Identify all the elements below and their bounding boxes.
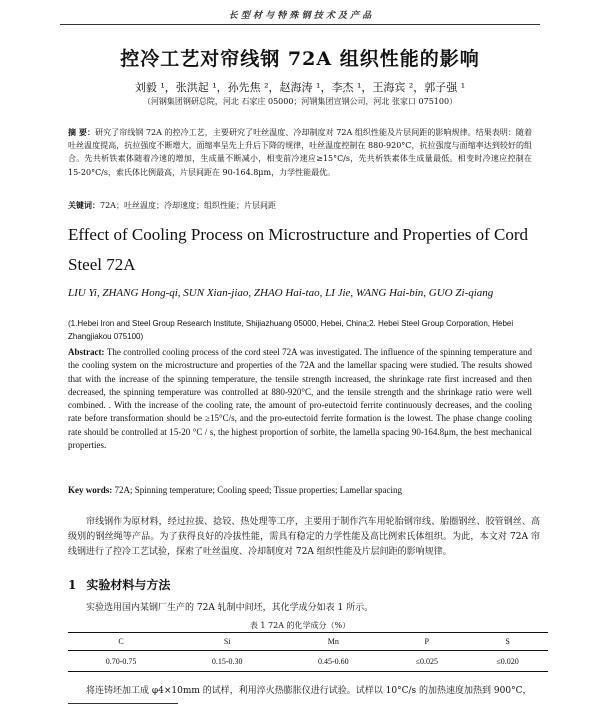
keywords-zh-label: 关键词： (68, 200, 100, 210)
affiliation-zh: （河钢集团钢研总院，河北 石家庄 05000；河钢集团宣钢公司，河北 张家口 075100） (142, 97, 458, 106)
section-heading (68, 576, 180, 593)
header-rule (60, 24, 540, 25)
table-cell: ≤0.025 (386, 651, 467, 672)
keywords-en (68, 484, 532, 497)
table-header-cell: P (386, 633, 467, 651)
section-number: 1 (68, 578, 77, 592)
running-head: 长 型 材 与 特 殊 钢 技 术 及 产 品 (228, 11, 372, 21)
keywords-zh (68, 199, 532, 212)
keywords-en-label: Key words: (68, 485, 113, 495)
authors-zh: 刘毅 ¹，张洪起 ¹，孙先焦 ²，赵海涛 ¹，李杰 ¹，王海宾 ²，郭子强 ¹ (134, 81, 466, 94)
section-title: 实验材料与方法 (86, 578, 171, 592)
affiliation-en: (1.Hebei Iron and Steel Group Research Institute, Shijiazhuang 05000, Hebei, China;2. Hebei Steel Group Corporation, Hebei Zhangjiakou 075100) (68, 319, 514, 341)
table-header-cell: C (68, 633, 174, 651)
footnote-rule (68, 703, 178, 704)
abstract-en (68, 346, 532, 452)
composition-table (68, 632, 548, 672)
page-title-zh: 控冷工艺对帘线钢 72A 组织性能的影响 (120, 48, 480, 70)
abstract-zh-text: 研究了帘线钢 72A 的控冷工艺，主要研究了吐丝温度、冷却制度对 72A 组织性能及片层间距的影响规律。结果表明：随着吐丝温度提高，抗拉强度不断增大，面缩率呈先上升后下降的规律，吐丝温度控制在 880-920°C，抗拉强度与面缩率达到较好的组合。先共析铁素体随着冷速的增加，生成量不断减小，相变前冷速应≥15°C/s，先共析铁素体生成量最低。相变时冷速应控制在 15-20°C/s，索氏体比例最高，片层间距在 90-164.8μm，力学性能最优。 (68, 128, 532, 177)
abstract-zh (68, 126, 532, 179)
table-caption: 表 1 72A 的化学成分（%） (249, 621, 351, 630)
table-cell: ≤0.020 (467, 651, 548, 672)
keywords-en-text: 72A; Spinning temperature; Cooling speed; Tissue properties; Lamellar spacing (112, 485, 402, 495)
table-cell: 0.45-0.60 (280, 651, 386, 672)
table-header-cell: Mn (280, 633, 386, 651)
abstract-zh-label: 摘 要： (68, 127, 96, 137)
table-cell: 0.70-0.75 (68, 651, 174, 672)
abstract-en-text: The controlled cooling process of the cord steel 72A was investigated. The influence of the spinning temperature and the cooling system on the microstructure and properties of the 72A and the lamellar spacing were studied. The results showed that with the increase of the spinning temperature, the tensile strength increased, the shrinkage rate first increased and then decreased, the spinning temperature was controlled at 880-920°C, and the tensile strength and the shrinkage ratio were well combined. . With the increase of the cooling rate, the amount of pro-eutectoid ferrite continuously decreases, and the cooling rate before transformation should be ≥15°C/s, and the pro-eutectoid ferrite formation is the lowest. The phase change cooling rate should be controlled at 15-20 °C / s, the highest proportion of sorbite, the lamella spacing 90-164.8μm, the best mechanical properties. (68, 347, 532, 451)
abstract-en-label: Abstract: (68, 347, 105, 357)
keywords-zh-text: 72A；吐丝温度；冷却速度；组织性能；片层间距 (100, 201, 276, 210)
page-title-en: Effect of Cooling Process on Microstructure and Properties of Cord Steel 72A (68, 225, 529, 274)
section-paragraph: 实验选用国内某钢厂生产的 72A 轧制中间坯，其化学成分如表 1 所示。 (86, 603, 374, 613)
table-row (68, 651, 548, 672)
intro-paragraph: 帘线钢作为原材料，经过拉拔、捻铰、热处理等工序，主要用于制作汽车用轮胎钢帘线、胎圈钢丝、胶管钢丝、高级别的钢丝绳等产品。为了获得良好的冷拔性能，需具有稳定的力学性能及高比例索氏体组织。为此，本文对 72A 帘线钢进行了控冷工艺试验，探索了吐丝温度、冷却制度对 72A 组织性能及片层间距的影响规律。 (68, 517, 540, 558)
table-header-row (68, 633, 548, 651)
authors-en: LIU Yi, ZHANG Hong-qi, SUN Xian-jiao, ZHAO Hai-tao, LI Jie, WANG Hai-bin, GUO Zi-qiang (68, 287, 494, 299)
body-paragraph-continued: 将连铸坯加工成 φ4×10mm 的试样，利用淬火热膨胀仪进行试验。试样以 10°C/s 的加热速度加热到 900°C， (86, 686, 532, 696)
table-header-cell: S (467, 633, 548, 651)
table-cell: 0.15-0.30 (174, 651, 280, 672)
table-header-cell: Si (174, 633, 280, 651)
